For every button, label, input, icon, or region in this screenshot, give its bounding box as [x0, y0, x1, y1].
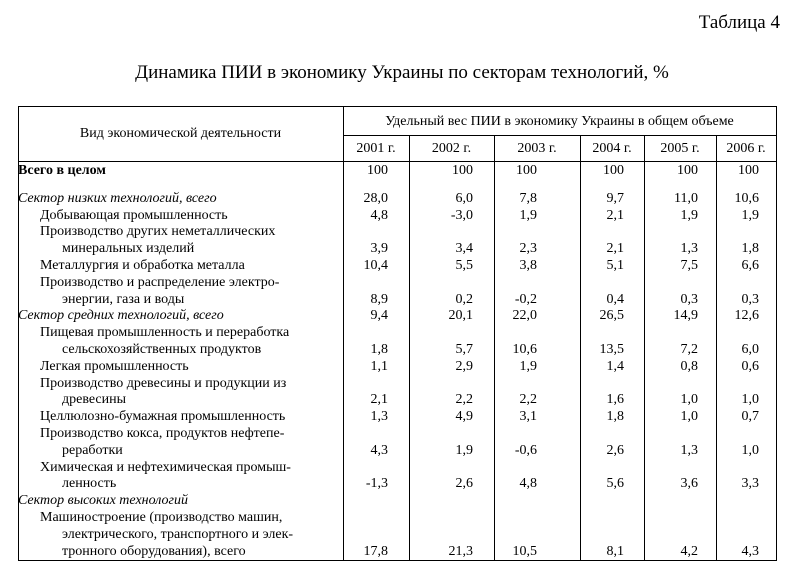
row-value-2002: 20,1 — [448, 308, 473, 324]
row-value-2001: 17,8 — [363, 543, 388, 559]
row-value-2001: -1,3 — [365, 476, 388, 492]
row-value-2003: 3,1 — [519, 409, 537, 425]
row-label-line: древесины — [62, 392, 127, 408]
row-value-2002: 4,9 — [455, 409, 473, 425]
row-value-2005: 0,3 — [680, 291, 698, 307]
row-value-2004: 1,4 — [606, 358, 624, 374]
header-year-2001: 2001 г. — [356, 141, 396, 156]
row-value-2006: 12,6 — [734, 308, 759, 324]
border-right — [776, 106, 777, 561]
row-value-2003: 2,2 — [519, 392, 537, 408]
row-value-2004: 2,1 — [606, 207, 624, 223]
row-label-line: Производство древесины и продукции из — [40, 375, 287, 391]
row-value-2005: 11,0 — [674, 190, 698, 206]
row-value-2006: 10,6 — [734, 190, 759, 206]
row-value-2001: 1,3 — [370, 409, 388, 425]
row-value-2004: 9,7 — [606, 190, 624, 206]
row-label-line: Всего в целом — [18, 163, 106, 178]
row-value-2006: 0,6 — [741, 358, 759, 374]
row-label-line: реработки — [62, 442, 123, 458]
header-year-2006: 2006 г. — [726, 141, 766, 156]
row-value-2001: 10,4 — [363, 258, 388, 273]
row-value-2005: 7,2 — [680, 342, 698, 357]
row-value-2002: 2,6 — [455, 476, 473, 492]
row-label-line: Сектор средних технологий, всего — [18, 308, 224, 324]
row-value-2006: 1,8 — [741, 241, 759, 257]
row-label-line: Легкая промышленность — [40, 358, 189, 374]
row-value-2005: 0,8 — [680, 358, 698, 374]
row-value-2005: 1,0 — [680, 409, 698, 425]
row-value-2001: 1,1 — [370, 358, 388, 374]
row-label-line: электрического, транспортного и элек- — [62, 526, 294, 542]
table-bottom-rule — [18, 560, 776, 561]
row-value-2001: 4,3 — [370, 442, 388, 458]
table-number-label: Таблица 4 — [698, 12, 780, 33]
row-value-2006: 4,3 — [741, 543, 759, 559]
row-value-2004: 5,6 — [606, 476, 624, 492]
row-value-2006: 3,3 — [741, 476, 759, 492]
row-value-2004: 8,1 — [606, 543, 624, 559]
row-value-2001: 9,4 — [370, 308, 388, 324]
row-label-line: сельскохозяйственных продуктов — [62, 342, 262, 357]
row-value-2005: 1,0 — [680, 392, 698, 408]
row-value-2001: 1,8 — [370, 342, 388, 357]
row-value-2005: 1,3 — [680, 442, 698, 458]
row-value-2005: 14,9 — [673, 308, 698, 324]
row-value-2005: 100 — [677, 163, 698, 178]
row-value-2006: 6,6 — [741, 258, 759, 273]
row-value-2006: 1,9 — [741, 207, 759, 223]
table-top-rule — [18, 106, 776, 107]
row-value-2006: 1,0 — [741, 442, 759, 458]
row-value-2005: 4,2 — [680, 543, 698, 559]
header-year-2005: 2005 г. — [660, 141, 700, 156]
row-label-line: Химическая и нефтехимическая промыш- — [40, 459, 291, 475]
row-value-2002: 5,7 — [455, 342, 473, 357]
row-label-line: Машиностроение (производство машин, — [40, 510, 283, 525]
row-label-line: тронного оборудования), всего — [62, 543, 246, 559]
header-year-2004: 2004 г. — [592, 141, 632, 156]
row-value-2002: 6,0 — [455, 190, 473, 206]
row-label-line: энергии, газа и воды — [62, 291, 185, 307]
header-year-2002: 2002 г. — [431, 141, 472, 156]
row-label-line: Добывающая промышленность — [40, 207, 228, 223]
row-value-2006: 100 — [738, 163, 759, 178]
row-label-line: Производство других неметаллических — [40, 224, 276, 240]
row-value-2003: 10,5 — [512, 543, 537, 559]
row-label-line: Металлургия и обработка металла — [40, 258, 245, 273]
row-value-2005: 7,5 — [680, 258, 698, 273]
row-value-2001: 4,8 — [370, 207, 388, 223]
row-value-2001: 3,9 — [370, 241, 388, 257]
row-value-2004: 26,5 — [599, 308, 624, 324]
row-label-line: Сектор высоких технологий — [18, 493, 188, 509]
row-value-2006: 1,0 — [741, 392, 759, 408]
row-value-2003: 7,8 — [519, 190, 537, 206]
row-value-2004: 1,6 — [606, 392, 624, 408]
row-value-2004: 5,1 — [606, 258, 624, 273]
row-value-2003: 22,0 — [512, 308, 537, 324]
row-value-2002: 100 — [452, 163, 473, 178]
col-divider-1 — [409, 135, 410, 561]
row-label-line: Сектор низких технологий, всего — [18, 190, 217, 206]
row-value-2002: 2,9 — [455, 358, 473, 374]
row-value-2002: -3,0 — [450, 207, 473, 223]
row-value-2002: 3,4 — [455, 241, 473, 257]
row-value-2003: 100 — [516, 163, 537, 178]
row-label-line: Целлюлозно-бумажная промышленность — [40, 409, 286, 425]
row-value-2006: 0,3 — [741, 291, 759, 307]
row-value-2004: 1,8 — [606, 409, 624, 425]
row-value-2003: 1,9 — [519, 207, 537, 223]
row-value-2002: 21,3 — [448, 543, 473, 559]
row-value-2005: 3,6 — [680, 476, 698, 492]
row-value-2003: 4,8 — [519, 476, 537, 492]
row-value-2004: 2,6 — [606, 442, 624, 458]
row-label-line: Производство кокса, продуктов нефтепе- — [40, 426, 285, 441]
row-label-line: Пищевая промышленность и переработка — [40, 325, 290, 341]
years-header-rule — [343, 135, 776, 136]
header-activity: Вид экономической деятельности — [79, 126, 282, 141]
header-share: Удельный вес ПИИ в экономику Украины в общем объеме — [385, 114, 734, 129]
row-value-2004: 0,4 — [606, 291, 624, 307]
row-value-2002: 5,5 — [455, 258, 473, 273]
row-value-2003: 3,8 — [519, 258, 537, 273]
row-value-2002: 2,2 — [455, 392, 473, 408]
table-title: Динамика ПИИ в экономику Украины по секторам технологий, % — [135, 62, 669, 83]
row-value-2005: 1,3 — [680, 241, 698, 257]
header-bottom-rule — [18, 161, 776, 162]
row-value-2004: 13,5 — [599, 342, 624, 357]
row-value-2005: 1,9 — [680, 207, 698, 223]
row-value-2001: 2,1 — [370, 392, 388, 408]
row-value-2004: 100 — [603, 163, 624, 178]
row-value-2002: 1,9 — [455, 442, 473, 458]
row-value-2003: 2,3 — [519, 241, 537, 257]
row-value-2001: 28,0 — [363, 190, 388, 206]
row-value-2003: 10,6 — [512, 342, 537, 357]
row-value-2006: 0,7 — [741, 409, 759, 425]
row-value-2002: 0,2 — [455, 291, 473, 307]
row-value-2003: -0,6 — [514, 442, 537, 458]
row-label-line: минеральных изделий — [62, 241, 195, 257]
row-value-2001: 8,9 — [370, 291, 388, 307]
row-value-2003: -0,2 — [514, 291, 537, 307]
row-value-2003: 1,9 — [519, 358, 537, 374]
row-label-line: ленность — [62, 476, 117, 492]
row-value-2004: 2,1 — [606, 241, 624, 257]
row-value-2006: 6,0 — [741, 342, 759, 357]
row-value-2001: 100 — [367, 163, 388, 178]
row-label-line: Производство и распределение электро- — [40, 274, 280, 290]
header-year-2003: 2003 г. — [517, 141, 557, 156]
